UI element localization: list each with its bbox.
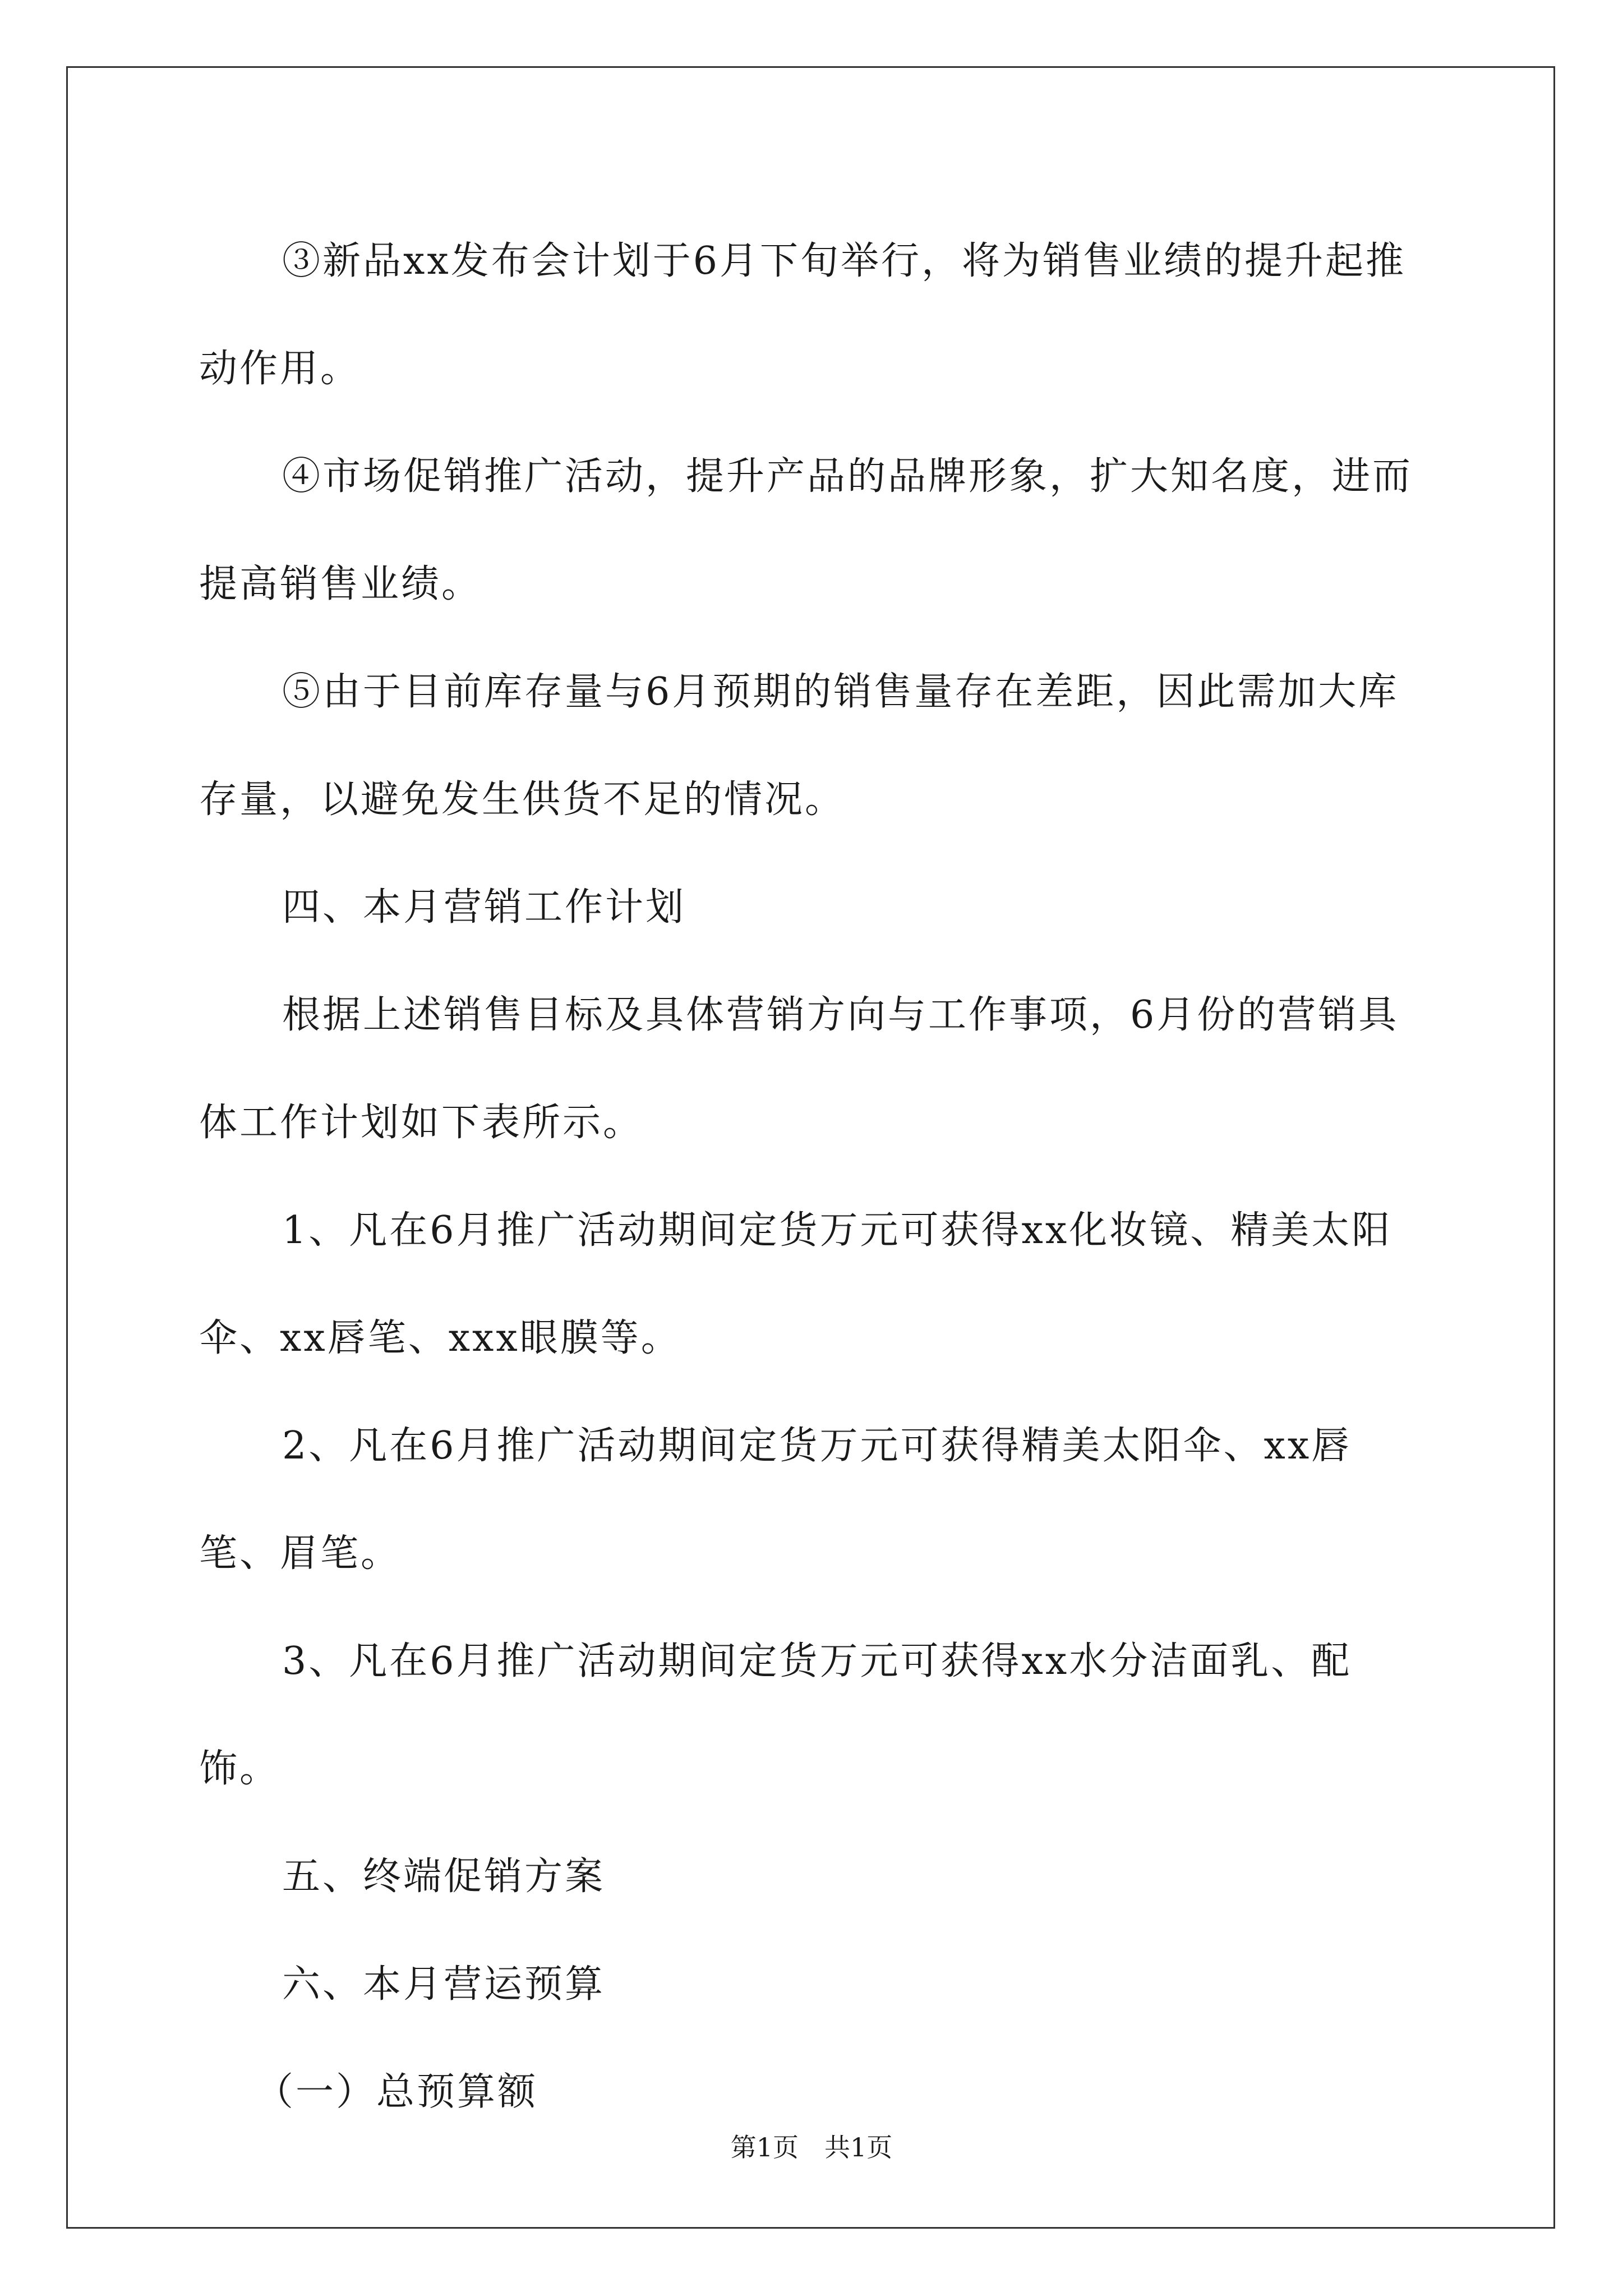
section-heading-terminal-promotion: 五、终端促销方案 [282, 1855, 606, 1899]
section-heading-marketing-plan: 四、本月营销工作计划 [282, 885, 686, 930]
paragraph-offer-3: 3、凡在6月推广活动期间定货万元可获得xx水分洁面乳、配饰。 [199, 1639, 1352, 1791]
section-heading-budget: 六、本月营运预算 [282, 1962, 606, 2007]
paragraph-plan-intro: 根据上述销售目标及具体营销方向与工作事项，6月份的营销具体工作计划如下表所示。 [199, 993, 1399, 1145]
paragraph-offer-1: 1、凡在6月推广活动期间定货万元可获得xx化妆镜、精美太阳伞、xx唇笔、xxx眼膜等。 [199, 1208, 1393, 1360]
paragraph-inventory: ⑤由于目前库存量与6月预期的销售量存在差距，因此需加大库存量，以避免发生供货不足的情况。 [199, 670, 1399, 822]
paragraph-new-product-launch: ③新品xx发布会计划于6月下旬举行，将为销售业绩的提升起推动作用。 [199, 239, 1406, 391]
document-body [199, 208, 1427, 2146]
paragraph-market-promotion: ④市场促销推广活动，提升产品的品牌形象，扩大知名度，进而提高销售业绩。 [199, 454, 1413, 606]
paragraph-offer-2: 2、凡在6月推广活动期间定货万元可获得精美太阳伞、xx唇笔、眉笔。 [199, 1424, 1352, 1576]
subsection-heading-total-budget: （一）总预算额 [255, 2070, 538, 2114]
page-number-footer: 第1页 共1页 [730, 2132, 893, 2162]
